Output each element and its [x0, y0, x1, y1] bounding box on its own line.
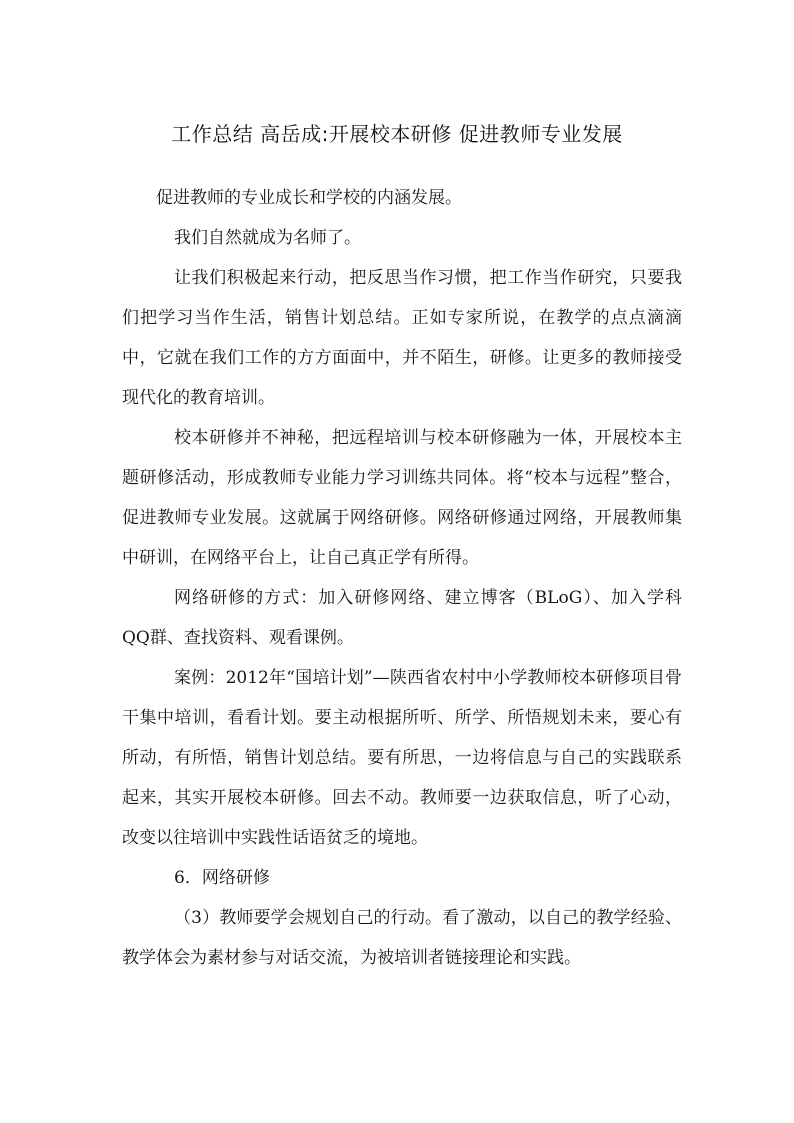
document-title: 工作总结 高岳成:开展校本研修 促进教师专业发展	[171, 122, 623, 146]
paragraph-1: 促进教师的专业成长和学校的内涵发展。	[156, 188, 462, 208]
paragraph-2: 我们自然就成为名师了。	[174, 228, 361, 248]
paragraph-3: 让我们积极起来行动，把反思当作习惯，把工作当作研究，只要我们把学习当作生活，销售计划总结。正如专家所说，在教学的点点滴滴中，它就在我们工作的方方面面中，并不陌生，研修。让更多的教师接受现代化的教育培训。	[122, 268, 682, 408]
section-heading: 6．网络研修	[174, 868, 270, 888]
paragraph-5: 网络研修的方式：加入研修网络、建立博客（BLoG）、加入学科QQ群、查找资料、观看课例。	[122, 588, 682, 648]
document-body	[122, 178, 682, 978]
paragraph-4: 校本研修并不神秘，把远程培训与校本研修融为一体，开展校本主题研修活动，形成教师专业能力学习训练共同体。将“校本与远程”整合，促进教师专业发展。这就属于网络研修。网络研修通过网络，开展教师集中研训，在网络平台上，让自己真正学有所得。	[122, 428, 682, 568]
paragraph-7: （3）教师要学会规划自己的行动。看了激动，以自己的教学经验、教学体会为素材参与对话交流，为被培训者链接理论和实践。	[122, 908, 682, 968]
paragraph-6: 案例：2012年“国培计划”—陕西省农村中小学教师校本研修项目骨干集中培训，看看计划。要主动根据所听、所学、所悟规划未来，要心有所动，有所悟，销售计划总结。要有所思，一边将信息与自己的实践联系起来，其实开展校本研修。回去不动。教师要一边获取信息，听了心动，改变以往培训中实践性话语贫乏的境地。	[122, 668, 682, 848]
